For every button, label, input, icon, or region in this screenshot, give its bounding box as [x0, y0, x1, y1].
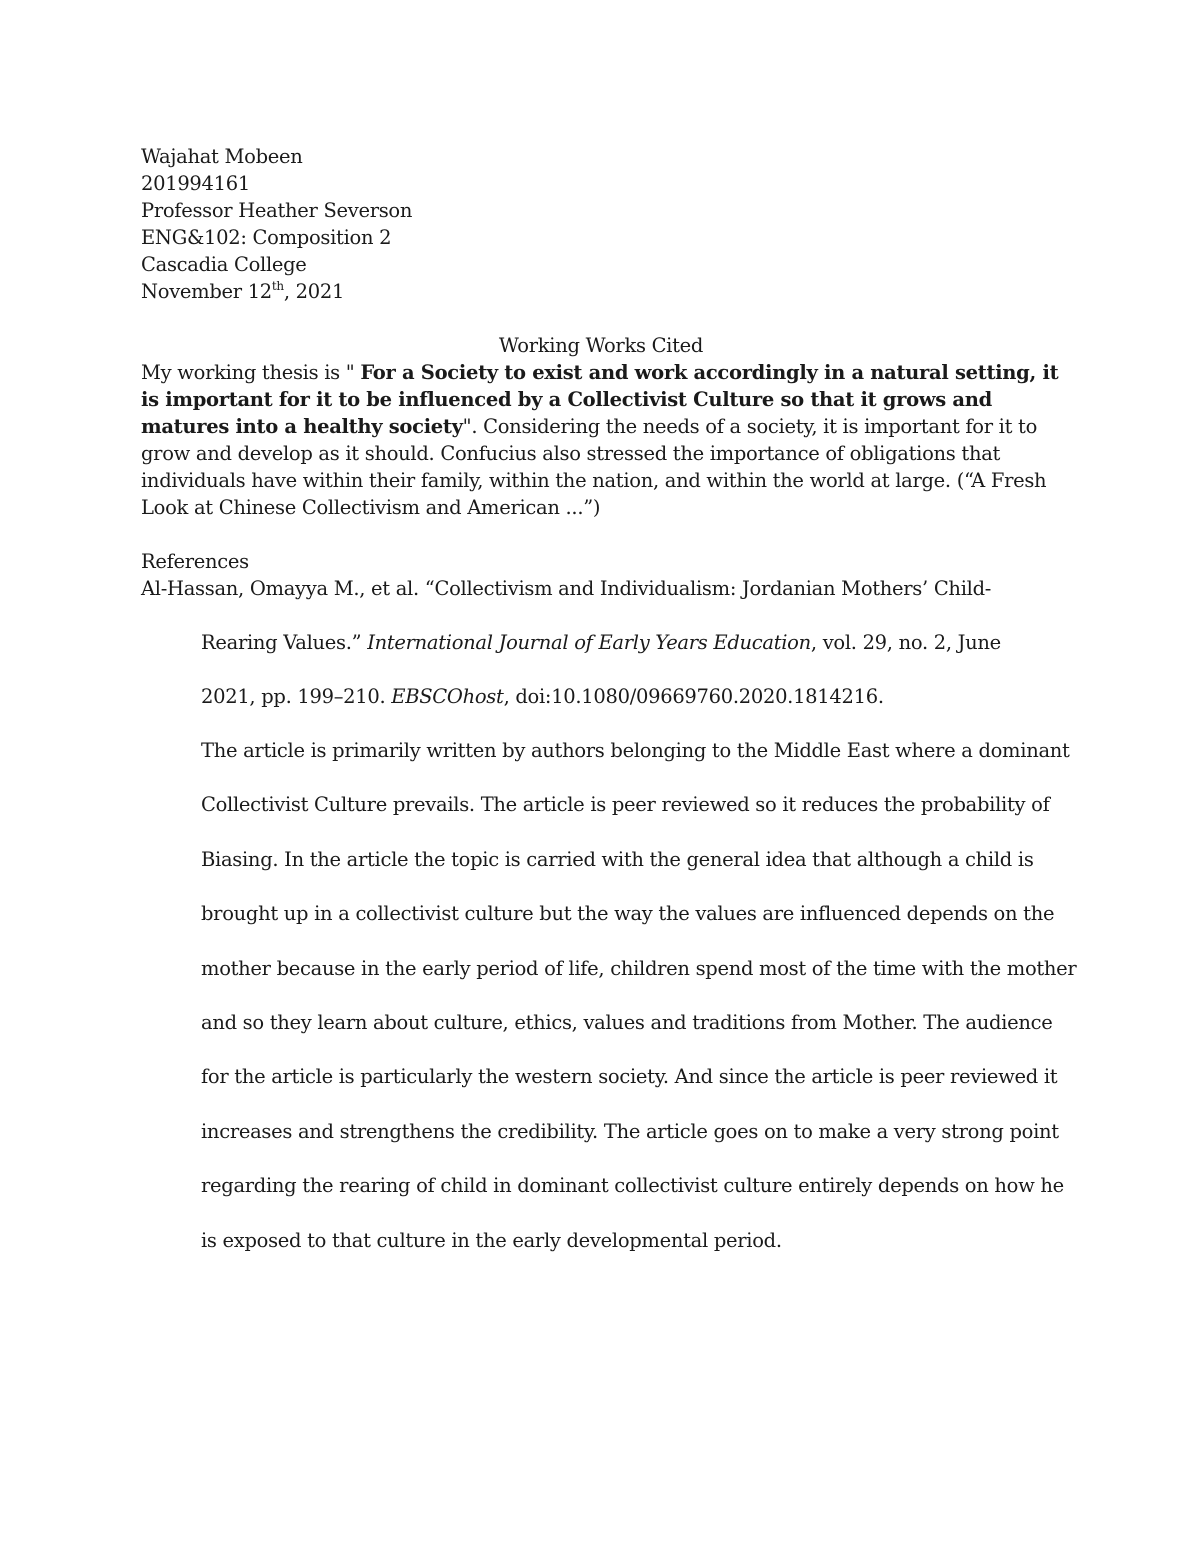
date-year: , 2021 — [283, 280, 345, 303]
citation-doi: , doi:10.1080/09669760.2020.1814216. — [503, 685, 884, 708]
citation-journal-title: International Journal of Early Years Education — [367, 631, 811, 654]
document-date — [141, 278, 1061, 305]
annotation-line: The article is primarily written by authors belonging to the Middle East where a dominant — [201, 739, 1070, 762]
document-header — [141, 143, 1061, 305]
date-month-day: November 12 — [141, 280, 272, 303]
citation-volume-info: , vol. 29, no. 2, June — [810, 631, 1001, 654]
author-name: Wajahat Mobeen — [141, 145, 303, 168]
professor-name: Professor Heather Severson — [141, 199, 413, 222]
citation-database: EBSCOhost — [391, 685, 504, 708]
citation-line-2 — [141, 629, 1071, 683]
page-title: Working Works Cited — [498, 334, 704, 357]
references-heading: References — [141, 550, 249, 573]
citation-line-3 — [141, 683, 1071, 737]
annotation-line: is exposed to that culture in the early developmental period. — [201, 1228, 782, 1252]
annotation-line: and so they learn about culture, ethics, values and traditions from Mother. The audience — [201, 1010, 1053, 1034]
annotation-line: regarding the rearing of child in dominant collectivist culture entirely depends on how he — [201, 1174, 1064, 1198]
thesis-statement: For a Society to exist and work accordingly in a natural setting, it is important for it to be influenced by a Collectivist Culture so that it grows and matures into a healthy society — [141, 361, 1059, 438]
citation-year-pages: 2021, pp. 199–210. — [201, 685, 392, 708]
date-ordinal-suffix: th — [271, 278, 284, 293]
annotation-line: for the article is particularly the western society. And since the article is peer reviewed it — [201, 1065, 1058, 1089]
thesis-explanation: ". Considering the needs of a society, it is important for it to grow and develop as it should. Confucius also stressed the importance of obligations that individuals have within their family, within the nation, and within the world at large. (“A Fresh Look at Chinese Collectivism and American ...”) — [141, 415, 1047, 519]
college-name: Cascadia College — [141, 253, 307, 276]
annotation-line: increases and strengthens the credibility. The article goes on to make a very strong point — [201, 1119, 1059, 1143]
annotation-line: brought up in a collectivist culture but the way the values are influenced depends on the — [201, 902, 1055, 926]
thesis-paragraph — [141, 359, 1061, 521]
thesis-intro: My working thesis is " — [141, 361, 361, 384]
annotation-paragraph — [201, 737, 1077, 1281]
student-id: 201994161 — [141, 172, 250, 195]
citation-entry — [141, 575, 1071, 737]
annotation-line: Biasing. In the article the topic is carried with the general idea that although a child is — [201, 847, 1034, 871]
annotation-line: Collectivist Culture prevails. The article is peer reviewed so it reduces the probability of — [201, 793, 1050, 817]
course-name: ENG&102: Composition 2 — [141, 226, 392, 249]
citation-line-1: Al-Hassan, Omayya M., et al. “Collectivism and Individualism: Jordanian Mothers’ Child- — [141, 577, 992, 600]
annotation-line: mother because in the early period of life, children spend most of the time with the mother — [201, 956, 1077, 980]
citation-article-title-end: Rearing Values.” — [201, 631, 368, 654]
